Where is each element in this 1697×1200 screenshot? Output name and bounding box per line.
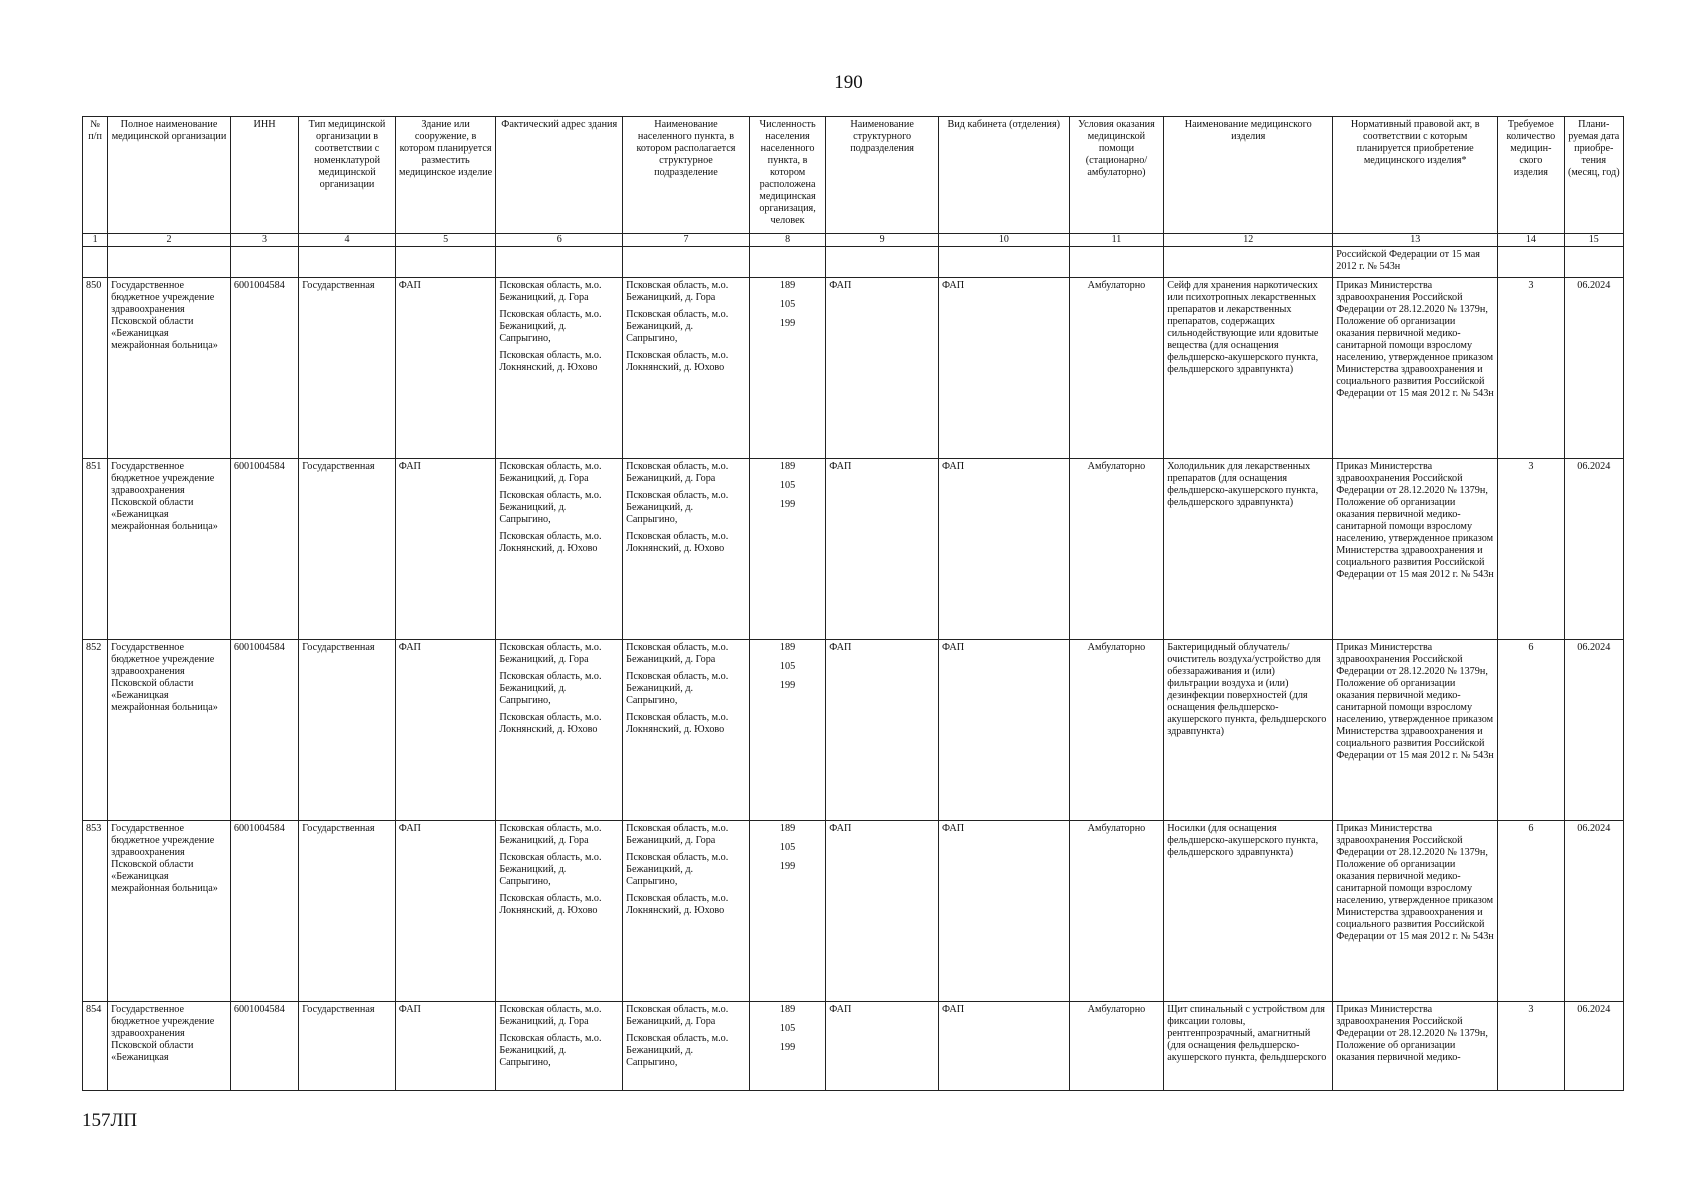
- unit-cell: ФАП: [826, 278, 939, 459]
- col-header-address: Фактический адрес здания: [496, 117, 623, 234]
- col-header-population: Численность населения населенного пункта, в котором расположена медицинская организация, человек: [749, 117, 825, 234]
- org-type: Государственная: [299, 278, 396, 459]
- population-cell-entry: 189: [779, 642, 796, 653]
- population-cell-entry: 105: [779, 299, 796, 311]
- cabinet-cell: ФАП: [938, 821, 1069, 1002]
- column-number: 1: [83, 234, 108, 247]
- cabinet-cell: ФАП: [938, 640, 1069, 821]
- building-cell: ФАП: [395, 278, 496, 459]
- column-number: 15: [1564, 234, 1623, 247]
- inn-cell: 6001004584: [230, 640, 298, 821]
- unit-cell: ФАП: [826, 459, 939, 640]
- row-number: 851: [83, 459, 108, 640]
- inn-cell: 6001004584: [230, 278, 298, 459]
- device-name: Холодильник для лекарственных препаратов (для оснащения фельдшерско-акушерского пункта, фельдшерского здравпункта): [1164, 459, 1333, 640]
- quantity-cell: 3: [1498, 459, 1564, 640]
- population-cell-entry: 199: [779, 861, 796, 873]
- building-cell: ФАП: [395, 459, 496, 640]
- address-cell-entry: Псковская область, м.о. Локнянский, д. Юхово: [499, 893, 602, 917]
- col-header-type: Тип медицинской организации в соответствии с номенклатурой медицинской организации: [299, 117, 396, 234]
- population-cell-entry: 105: [779, 842, 796, 854]
- org-name: Государственное бюджетное учреждение здравоохранения Псковской области «Бежаницкая межрайонная больница»: [108, 278, 231, 459]
- col-header-act: Нормативный правовой акт, в соответствии с которым планируется приобретение медицинского изделия*: [1333, 117, 1498, 234]
- col-header-date: Плани-руемая дата приобре-тения (месяц, год): [1564, 117, 1623, 234]
- population-cell-entry: 189: [779, 823, 796, 834]
- address-cell-entry: Псковская область, м.о. Бежаницкий, д. Гора: [499, 1004, 602, 1028]
- col-header-cabinet: Вид кабинета (отделения): [938, 117, 1069, 234]
- settlement-cell-entry: Псковская область, м.о. Бежаницкий, д. Сапрыгино,: [626, 852, 729, 888]
- conditions-cell: Амбулаторно: [1069, 640, 1164, 821]
- row-number: 850: [83, 278, 108, 459]
- footer-code: 157ЛП: [82, 1110, 138, 1131]
- settlement-cell-entry: Псковская область, м.о. Бежаницкий, д. Сапрыгино,: [626, 309, 729, 345]
- settlement-cell: [623, 459, 750, 640]
- population-cell-entry: 199: [779, 680, 796, 692]
- address-cell-entry: Псковская область, м.о. Бежаницкий, д. Гора: [499, 461, 602, 485]
- col-header-inn: ИНН: [230, 117, 298, 234]
- legal-act: Приказ Министерства здравоохранения Российской Федерации от 28.12.2020 № 1379н, Положение об организации оказания первичной медико-: [1333, 1002, 1498, 1091]
- continuation-text: Российской Федерации от 15 мая 2012 г. № 543н: [1333, 247, 1498, 278]
- table-row: [83, 1002, 1624, 1091]
- settlement-cell: [623, 1002, 750, 1091]
- address-cell-entry: Псковская область, м.о. Бежаницкий, д. Гора: [499, 642, 602, 666]
- col-header-num: № п/п: [83, 117, 108, 234]
- column-number: 8: [749, 234, 825, 247]
- settlement-cell-entry: Псковская область, м.о. Бежаницкий, д. Гора: [626, 823, 729, 847]
- building-cell: ФАП: [395, 640, 496, 821]
- cabinet-cell: ФАП: [938, 1002, 1069, 1091]
- settlement-cell-entry: Псковская область, м.о. Бежаницкий, д. Сапрыгино,: [626, 671, 729, 707]
- org-type: Государственная: [299, 459, 396, 640]
- address-cell: [496, 459, 623, 640]
- col-header-unit: Наименование структурного подразделения: [826, 117, 939, 234]
- column-number: 11: [1069, 234, 1164, 247]
- col-header-settlement: Наименование населенного пункта, в котором располагается структурное подразделение: [623, 117, 750, 234]
- address-cell-entry: Псковская область, м.о. Бежаницкий, д. Гора: [499, 823, 602, 847]
- settlement-cell: [623, 821, 750, 1002]
- conditions-cell: Амбулаторно: [1069, 821, 1164, 1002]
- population-cell: [749, 1002, 825, 1091]
- device-name: Носилки (для оснащения фельдшерско-акушерского пункта, фельдшерского здравпункта): [1164, 821, 1333, 1002]
- settlement-cell-entry: Псковская область, м.о. Локнянский, д. Юхово: [626, 350, 729, 374]
- purchase-date: 06.2024: [1564, 1002, 1623, 1091]
- address-cell-entry: Псковская область, м.о. Локнянский, д. Юхово: [499, 350, 602, 374]
- inn-cell: 6001004584: [230, 459, 298, 640]
- column-number: 4: [299, 234, 396, 247]
- population-cell-entry: 105: [779, 661, 796, 673]
- population-cell-entry: 189: [779, 1004, 796, 1015]
- population-cell-entry: 199: [779, 318, 796, 330]
- population-cell-entry: 105: [779, 480, 796, 492]
- org-type: Государственная: [299, 640, 396, 821]
- settlement-cell-entry: Псковская область, м.о. Локнянский, д. Юхово: [626, 712, 729, 736]
- row-number: 853: [83, 821, 108, 1002]
- conditions-cell: Амбулаторно: [1069, 459, 1164, 640]
- population-cell: [749, 459, 825, 640]
- building-cell: ФАП: [395, 1002, 496, 1091]
- cabinet-cell: ФАП: [938, 278, 1069, 459]
- quantity-cell: 3: [1498, 1002, 1564, 1091]
- continuation-row: [83, 247, 1624, 278]
- address-cell-entry: Псковская область, м.о. Бежаницкий, д. Сапрыгино,: [499, 1033, 602, 1069]
- inn-cell: 6001004584: [230, 821, 298, 1002]
- address-cell-entry: Псковская область, м.о. Локнянский, д. Юхово: [499, 712, 602, 736]
- row-number: 854: [83, 1002, 108, 1091]
- settlement-cell-entry: Псковская область, м.о. Бежаницкий, д. Гора: [626, 461, 729, 485]
- conditions-cell: Амбулаторно: [1069, 278, 1164, 459]
- table-row: [83, 459, 1624, 640]
- purchase-date: 06.2024: [1564, 459, 1623, 640]
- address-cell: [496, 640, 623, 821]
- device-name: Бактерицидный облучатель/очиститель воздуха/устройство для обеззараживания и (или) фильтрации воздуха и (или) дезинфекции поверхностей (для оснащения фельдшерско-акушерского пункта, фельдшерского здравпункта): [1164, 640, 1333, 821]
- address-cell: [496, 278, 623, 459]
- address-cell: [496, 1002, 623, 1091]
- settlement-cell-entry: Псковская область, м.о. Бежаницкий, д. Гора: [626, 642, 729, 666]
- row-number: 852: [83, 640, 108, 821]
- unit-cell: ФАП: [826, 640, 939, 821]
- settlement-cell-entry: Псковская область, м.о. Бежаницкий, д. Гора: [626, 280, 729, 304]
- column-number: 9: [826, 234, 939, 247]
- column-number: 14: [1498, 234, 1564, 247]
- inn-cell: 6001004584: [230, 1002, 298, 1091]
- settlement-cell: [623, 278, 750, 459]
- address-cell-entry: Псковская область, м.о. Бежаницкий, д. Гора: [499, 280, 602, 304]
- address-cell-entry: Псковская область, м.о. Бежаницкий, д. Сапрыгино,: [499, 852, 602, 888]
- address-cell-entry: Псковская область, м.о. Бежаницкий, д. Сапрыгино,: [499, 490, 602, 526]
- col-header-conditions: Условия оказания медицинской помощи (стационарно/ амбулаторно): [1069, 117, 1164, 234]
- legal-act: Приказ Министерства здравоохранения Российской Федерации от 28.12.2020 № 1379н, Положение об организации оказания первичной медико-санитарной помощи взрослому населению, утвержденное приказом Министерства здравоохранения и социального развития Российской Федерации от 15 мая 2012 г. № 543н: [1333, 459, 1498, 640]
- settlement-cell-entry: Псковская область, м.о. Бежаницкий, д. Гора: [626, 1004, 729, 1028]
- page-number: 190: [834, 72, 863, 93]
- building-cell: ФАП: [395, 821, 496, 1002]
- legal-act: Приказ Министерства здравоохранения Российской Федерации от 28.12.2020 № 1379н, Положение об организации оказания первичной медико-санитарной помощи взрослому населению, утвержденное приказом Министерства здравоохранения и социального развития Российской Федерации от 15 мая 2012 г. № 543н: [1333, 821, 1498, 1002]
- address-cell-entry: Псковская область, м.о. Бежаницкий, д. Сапрыгино,: [499, 309, 602, 345]
- org-name: Государственное бюджетное учреждение здравоохранения Псковской области «Бежаницкая: [108, 1002, 231, 1091]
- population-cell-entry: 189: [779, 280, 796, 291]
- column-number: 7: [623, 234, 750, 247]
- quantity-cell: 6: [1498, 821, 1564, 1002]
- quantity-cell: 3: [1498, 278, 1564, 459]
- org-name: Государственное бюджетное учреждение здравоохранения Псковской области «Бежаницкая межрайонная больница»: [108, 459, 231, 640]
- table-row: [83, 278, 1624, 459]
- col-header-building: Здание или сооружение, в котором планируется разместить медицинское изделие: [395, 117, 496, 234]
- legal-act: Приказ Министерства здравоохранения Российской Федерации от 28.12.2020 № 1379н, Положение об организации оказания первичной медико-санитарной помощи взрослому населению, утвержденное приказом Министерства здравоохранения и социального развития Российской Федерации от 15 мая 2012 г. № 543н: [1333, 278, 1498, 459]
- conditions-cell: Амбулаторно: [1069, 1002, 1164, 1091]
- settlement-cell-entry: Псковская область, м.о. Локнянский, д. Юхово: [626, 893, 729, 917]
- org-type: Государственная: [299, 1002, 396, 1091]
- column-number: 2: [108, 234, 231, 247]
- column-number: 10: [938, 234, 1069, 247]
- population-cell-entry: 199: [779, 499, 796, 511]
- header-row: [83, 117, 1624, 234]
- purchase-date: 06.2024: [1564, 278, 1623, 459]
- purchase-date: 06.2024: [1564, 640, 1623, 821]
- address-cell: [496, 821, 623, 1002]
- purchase-date: 06.2024: [1564, 821, 1623, 1002]
- settlement-cell-entry: Псковская область, м.о. Локнянский, д. Юхово: [626, 531, 729, 555]
- population-cell-entry: 199: [779, 1042, 796, 1054]
- table-row: [83, 640, 1624, 821]
- column-number-row: [83, 234, 1624, 247]
- population-cell: [749, 278, 825, 459]
- col-header-device: Наименование медицинского изделия: [1164, 117, 1333, 234]
- column-number: 3: [230, 234, 298, 247]
- address-cell-entry: Псковская область, м.о. Бежаницкий, д. Сапрыгино,: [499, 671, 602, 707]
- population-cell: [749, 640, 825, 821]
- column-number: 5: [395, 234, 496, 247]
- address-cell-entry: Псковская область, м.о. Локнянский, д. Юхово: [499, 531, 602, 555]
- column-number: 12: [1164, 234, 1333, 247]
- equipment-table: [82, 116, 1624, 1091]
- settlement-cell: [623, 640, 750, 821]
- population-cell: [749, 821, 825, 1002]
- column-number: 6: [496, 234, 623, 247]
- org-type: Государственная: [299, 821, 396, 1002]
- device-name: Сейф для хранения наркотических или психотропных лекарственных препаратов и лекарственных препаратов, содержащих сильнодействующие или ядовитые вещества (для оснащения фельдшерско-акушерского пункта, фельдшерского здравпункта): [1164, 278, 1333, 459]
- cabinet-cell: ФАП: [938, 459, 1069, 640]
- table-row: [83, 821, 1624, 1002]
- unit-cell: ФАП: [826, 821, 939, 1002]
- settlement-cell-entry: Псковская область, м.о. Бежаницкий, д. Сапрыгино,: [626, 1033, 729, 1069]
- quantity-cell: 6: [1498, 640, 1564, 821]
- column-number: 13: [1333, 234, 1498, 247]
- unit-cell: ФАП: [826, 1002, 939, 1091]
- col-header-org: Полное наименование медицинской организации: [108, 117, 231, 234]
- org-name: Государственное бюджетное учреждение здравоохранения Псковской области «Бежаницкая межрайонная больница»: [108, 821, 231, 1002]
- population-cell-entry: 189: [779, 461, 796, 472]
- org-name: Государственное бюджетное учреждение здравоохранения Псковской области «Бежаницкая межрайонная больница»: [108, 640, 231, 821]
- col-header-qty: Требуемое количество медицин-ского изделия: [1498, 117, 1564, 234]
- legal-act: Приказ Министерства здравоохранения Российской Федерации от 28.12.2020 № 1379н, Положение об организации оказания первичной медико-санитарной помощи взрослому населению, утвержденное приказом Министерства здравоохранения и социального развития Российской Федерации от 15 мая 2012 г. № 543н: [1333, 640, 1498, 821]
- device-name: Щит спинальный с устройством для фиксации головы, рентгенпрозрачный, амагнитный (для оснащения фельдшерско-акушерского пункта, фельдшерского: [1164, 1002, 1333, 1091]
- population-cell-entry: 105: [779, 1023, 796, 1035]
- settlement-cell-entry: Псковская область, м.о. Бежаницкий, д. Сапрыгино,: [626, 490, 729, 526]
